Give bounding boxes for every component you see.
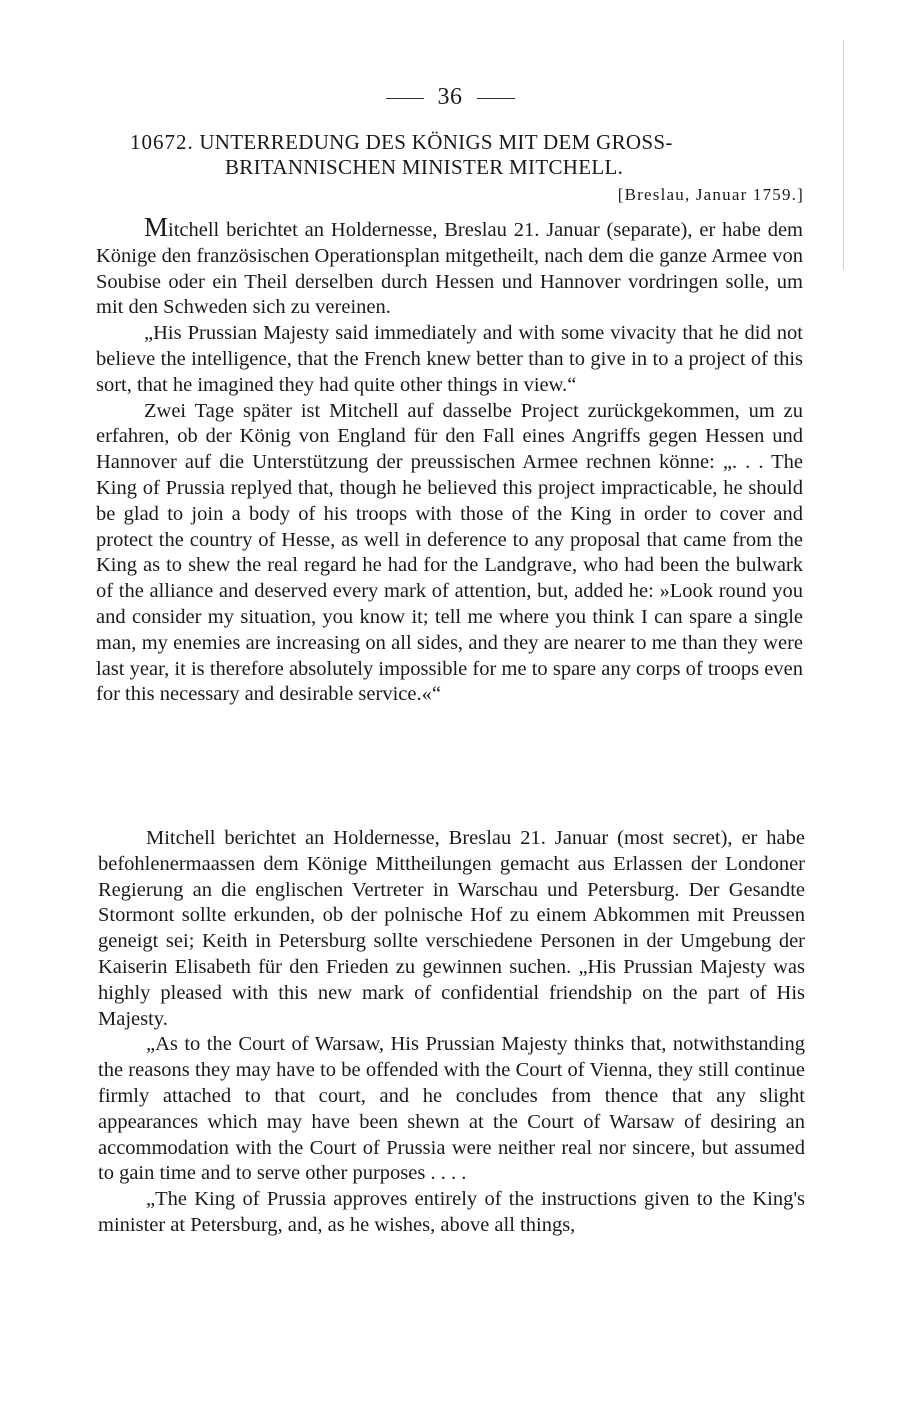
heading-line-1 bbox=[130, 130, 810, 155]
page-number-dash-left bbox=[386, 98, 424, 99]
text-block-1 bbox=[96, 212, 803, 708]
paragraph: Mitchell berichtet an Holdernesse, Breslau 21. Januar (separate), er habe dem Könige den französischen Operationsplan mitgetheilt, nach dem die ganze Armee von Soubise oder ein Theil derselben durch Hessen und Hannover vordringen solle, um mit den Schweden sich zu vereinen. bbox=[96, 212, 803, 319]
document-heading bbox=[130, 130, 810, 180]
paragraph: Zwei Tage später ist Mitchell auf dasselbe Project zurückgekommen, um zu erfahren, ob der König von England für den Fall eines Angriffs gegen Hessen und Hannover auf die Unterstützung der preussischen Armee rechnen könne: „. . . The King of Prussia replyed that, though he believed this project impracticable, he should be glad to join a body of his troops with those of the King in order to cover and protect the country of Hesse, as well in deference to any proposal that came from the King as to shew the real regard he had for the Landgrave, who had been the bulwark of the alliance and deserved every mark of attention, but, added he: »Look round you and consider my situation, you know it; tell me where you think I can spare a single man, my enemies are increasing on all sides, and they are nearer to me than they were last year, it is therefore absolutely impossible for me to spare any corps of troops even for this necessary and desirable service.«“ bbox=[96, 399, 803, 706]
page-number-value: 36 bbox=[437, 84, 463, 110]
heading-title-line-1: UNTERREDUNG DES KÖNIGS MIT DEM GROSS- bbox=[199, 130, 673, 154]
page-edge-mark bbox=[843, 40, 844, 270]
paragraph: „His Prussian Majesty said immediately and with some vivacity that he did not believe the intelligence, that the French knew better than to give in to a project of this sort, that he imagined they had quite other things in view.“ bbox=[96, 322, 803, 396]
paragraph: „The King of Prussia approves entirely of the instructions given to the King's minister at Petersburg, and, as he wishes, above all things, bbox=[98, 1188, 805, 1236]
heading-title-line-2: BRITANNISCHEN MINISTER MITCHELL. bbox=[225, 155, 624, 179]
text-block-2 bbox=[98, 826, 805, 1239]
page-number bbox=[0, 84, 900, 111]
page-number-dash-right bbox=[477, 98, 515, 99]
paragraph: Mitchell berichtet an Holdernesse, Breslau 21. Januar (most secret), er habe befohlenermaassen dem Könige Mittheilungen gemacht aus Erlassen der Londoner Regierung an die englischen Vertreter in Warschau und Petersburg. Der Gesandte Stormont sollte erkunden, ob der polnische Hof zu einem Abkommen mit Preussen geneigt sei; Keith in Petersburg sollte verschiedene Personen in der Umgebung der Kaiserin Elisabeth für den Frieden zu gewinnen suchen. „His Prussian Majesty was highly pleased with this new mark of confidential friendship on the part of His Majesty. bbox=[98, 827, 805, 1030]
document-number: 10672. bbox=[130, 130, 194, 154]
paragraph: „As to the Court of Warsaw, His Prussian Majesty thinks that, notwithstanding the reasons they may have to be offended with the Court of Vienna, they still continue firmly attached to that court, and he concludes from thence that any slight appearances which may have been shewn at the Court of Warsaw of desiring an accommodation with the Court of Prussia were neither real nor sincere, but assumed to gain time and to serve other purposes . . . . bbox=[98, 1033, 805, 1185]
source-note: [Breslau, Januar 1759.] bbox=[617, 185, 804, 204]
